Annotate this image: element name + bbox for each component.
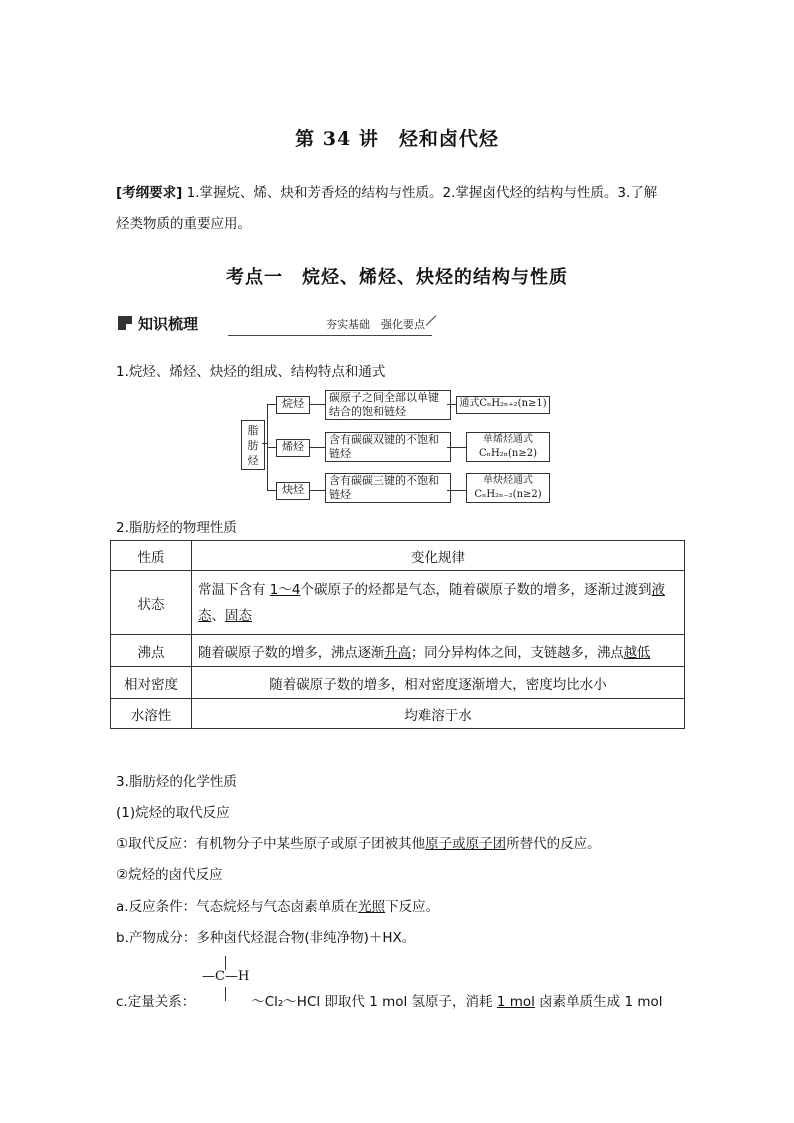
- underlined-answer: 原子或原子团: [425, 836, 507, 852]
- text: 卤素单质生成 1 mol: [534, 994, 663, 1010]
- text: 、: [211, 607, 225, 624]
- desc-line: 含有碳碳双键的不饱和: [329, 433, 439, 446]
- quantitative-relation: [116, 990, 663, 1010]
- sub1-title: (1)烷烃的取代反应: [116, 805, 230, 821]
- substitution-definition: [116, 832, 601, 852]
- requirements-line1: 1.掌握烷、烯、炔和芳香烃的结构与性质。2.掌握卤代烃的结构与性质。3.了解: [186, 185, 658, 201]
- diagram-alkane-formula: 通式CₙH₂ₙ₊₂(n≥1): [456, 396, 550, 414]
- knowledge-header-name: 知识梳理: [138, 315, 199, 333]
- text: 所替代的反应。: [506, 836, 601, 852]
- text: 个碳原子的烃都是气态，随着碳原子数的增多，逐渐过渡到: [300, 581, 652, 598]
- formula-line: 单烯烃通式: [483, 434, 533, 445]
- text: ①取代反应：有机物分子中某些原子或原子团被其他: [116, 836, 426, 852]
- table-cell: 状态: [111, 571, 192, 635]
- diagram-connector: [447, 404, 456, 405]
- underlined-answer: 液: [651, 581, 665, 598]
- diagram-connector: [309, 447, 325, 448]
- desc-line: 碳原子之间全部以单键: [329, 391, 439, 404]
- desc-line: 结合的饱和链烃: [329, 405, 406, 418]
- table-header: 性质: [111, 541, 192, 571]
- underlined-answer: 1～4: [269, 581, 301, 598]
- section-title: 考点一 烷烃、烯烃、炔烃的结构与性质: [226, 267, 568, 288]
- knowledge-header-sub: 夯实基础 强化要点: [326, 318, 425, 331]
- diagram-alkene-formula: [466, 432, 550, 462]
- item2-title: 2.脂肪烃的物理性质: [116, 520, 237, 536]
- formula-line: 单炔烃通式: [483, 475, 533, 486]
- underlined-answer: 光照: [358, 899, 386, 915]
- table-cell: 沸点: [111, 635, 192, 667]
- table-cell: 水溶性: [111, 699, 192, 729]
- text: c.定量关系：: [116, 994, 196, 1010]
- page-title: 第 34 讲 烃和卤代烃: [295, 128, 499, 150]
- diagram-connector: [309, 490, 325, 491]
- diagram-alkyne-formula: [466, 473, 550, 503]
- table-row: [111, 571, 685, 635]
- diagram-alkene-desc: [325, 432, 451, 462]
- underlined-answer: 固态: [225, 607, 252, 624]
- diagram-connector: [267, 490, 276, 491]
- item1-title: 1.烷烃、烯烃、炔烃的组成、结构特点和通式: [116, 364, 386, 380]
- table-cell: [192, 571, 685, 635]
- formula-line: CₙH₂ₙ₋₂(n≥2): [474, 489, 542, 500]
- hydrocarbon-diagram: [0, 0, 794, 520]
- properties-table: [110, 540, 685, 729]
- table-cell: [192, 635, 685, 667]
- sub2-title: ②烷烃的卤代反应: [116, 867, 223, 883]
- desc-line: 含有碳碳三键的不饱和: [329, 474, 439, 487]
- underlined-answer: 越低: [623, 644, 651, 661]
- diagram-connector: [309, 404, 325, 405]
- underlined-answer: 1 mol: [496, 994, 535, 1010]
- diagram-alkane: 烷烃: [276, 396, 310, 414]
- bond-line: [225, 956, 226, 970]
- text: ～Cl₂～HCl 即取代 1 mol 氢原子，消耗: [251, 994, 497, 1010]
- reaction-condition: [116, 895, 439, 915]
- diagram-alkyne-desc: [325, 473, 451, 503]
- text: ；同分异构体之间，支链越多，沸点: [410, 644, 624, 661]
- table-row: [111, 667, 685, 699]
- requirements-tag: [考纲要求]: [116, 185, 183, 201]
- underlined-answer: 升高: [384, 644, 411, 661]
- formula-line: CₙH₂ₙ(n≥2): [478, 448, 538, 459]
- table-row: [111, 635, 685, 667]
- item3-title: 3.脂肪烃的化学性质: [116, 774, 237, 790]
- text: 下反应。: [385, 899, 440, 915]
- requirements-line2: 烃类物质的重要应用。: [116, 216, 251, 232]
- diagram-alkyne: 炔烃: [276, 482, 310, 500]
- underlined-answer: 态: [198, 607, 212, 624]
- diagram-connector: [267, 447, 276, 448]
- structure-text: —C—H: [202, 969, 250, 984]
- diagram-connector: [447, 490, 466, 491]
- table-cell: 均难溶于水: [192, 699, 685, 729]
- diagram-root: 脂肪烃: [241, 420, 265, 470]
- table-cell: 相对密度: [111, 667, 192, 699]
- table-cell: 随着碳原子数的增多，相对密度逐渐增大，密度均比水小: [192, 667, 685, 699]
- diagram-connector: [447, 447, 466, 448]
- table-header: 变化规律: [192, 541, 685, 571]
- table-row: [111, 699, 685, 729]
- text: 常温下含有: [198, 581, 270, 598]
- product-composition: b.产物成分：多种卤代烃混合物(非纯净物)＋HX。: [116, 930, 416, 946]
- text: a.反应条件：气态烷烃与气态卤素单质在: [116, 899, 359, 915]
- desc-line: 链烃: [329, 447, 351, 460]
- table-row: [111, 541, 685, 571]
- diagram-connector: [267, 404, 276, 405]
- diagram-alkene: 烯烃: [276, 439, 310, 457]
- text: 随着碳原子数的增多，沸点逐渐: [198, 644, 385, 661]
- diagram-connector: [262, 443, 267, 444]
- desc-line: 链烃: [329, 488, 351, 501]
- diagram-alkane-desc: [325, 390, 451, 420]
